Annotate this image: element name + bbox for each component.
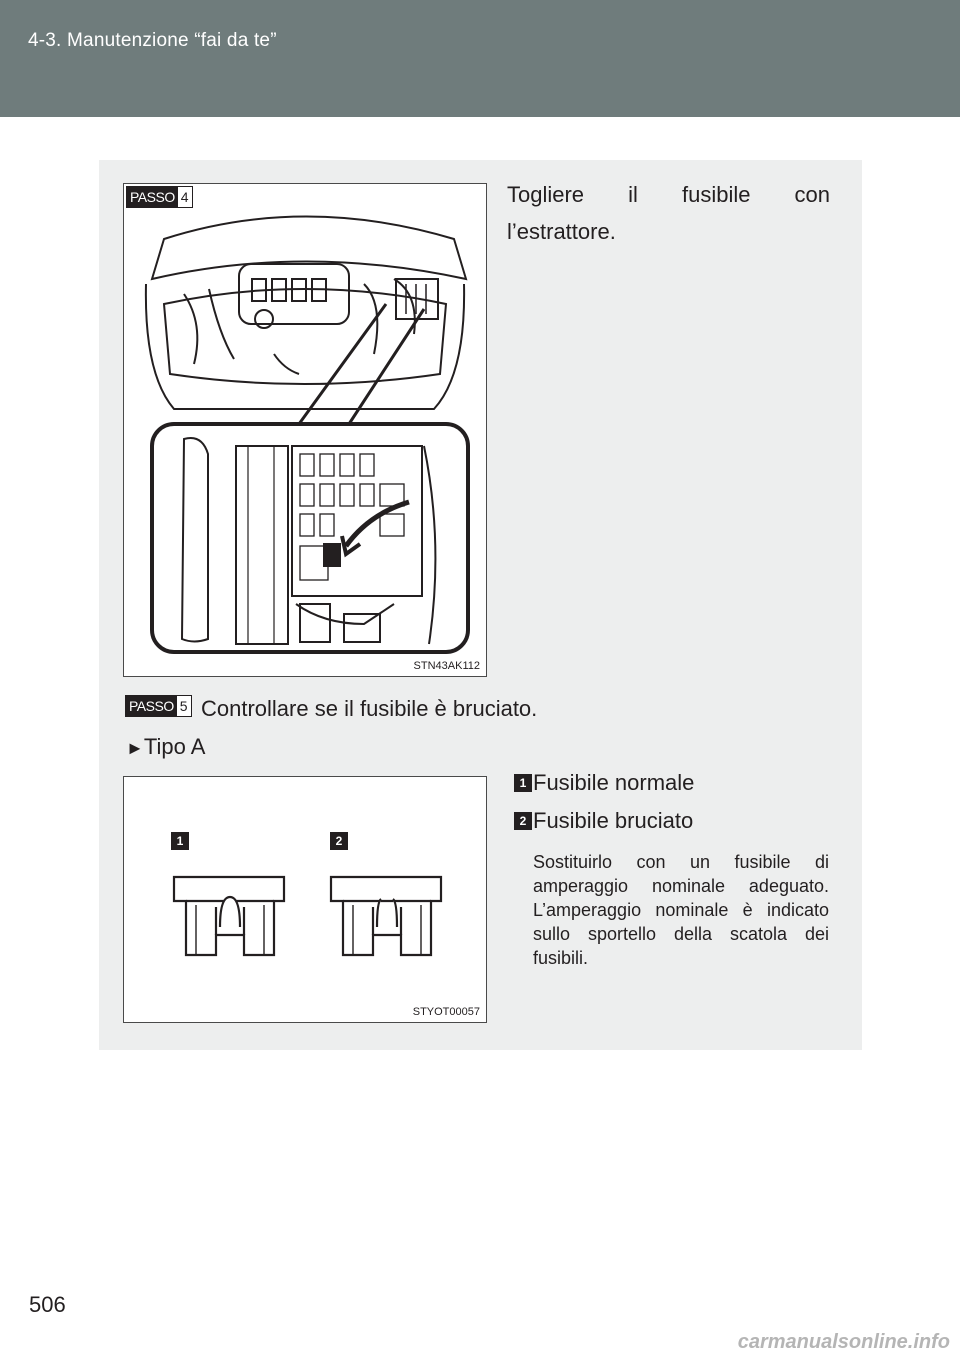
legend-text-2: Fusibile bruciato xyxy=(533,808,694,833)
step-label: PASSO xyxy=(126,696,177,716)
page-header xyxy=(0,0,960,117)
step-5-instruction: Controllare se il fusibile è bruciato. xyxy=(201,696,538,721)
type-label: Tipo A xyxy=(143,734,206,759)
step-number: 4 xyxy=(180,189,189,205)
page-number: 506 xyxy=(29,1292,66,1317)
fuse-comparison-figure xyxy=(123,776,487,1023)
step-4-instruction: Togliere il fusibile con l’estrattore. xyxy=(507,182,830,244)
figure-code: STYOT00057 xyxy=(412,1006,480,1018)
replacement-note: Sostituirlo con un fusibile di amperaggio nominale adeguato. L’amperaggio nominale è indicato sullo sportello della scatola dei fusibili. xyxy=(533,852,829,968)
watermark: carmanualsonline.info xyxy=(737,1331,950,1353)
figure-code: STN43AK112 xyxy=(413,660,480,672)
type-line xyxy=(126,728,205,767)
engine-bay-illustration xyxy=(124,184,486,676)
figure-label-2: 2 xyxy=(330,832,348,850)
step-5-badge xyxy=(125,695,192,717)
figure-label-1: 1 xyxy=(171,832,189,850)
legend-badge-2: 2 xyxy=(514,812,532,830)
step-label: PASSO xyxy=(127,187,178,207)
engine-fuse-box-figure xyxy=(123,183,487,677)
section-title: 4-3. Manutenzione “fai da te” xyxy=(28,30,277,51)
content-panel xyxy=(99,160,862,1050)
legend-text-1: Fusibile normale xyxy=(533,770,695,795)
fuse-illustration xyxy=(124,777,486,1022)
step-number: 5 xyxy=(179,698,188,714)
arrow-icon: ► xyxy=(126,738,144,758)
legend-badge-1: 1 xyxy=(514,774,532,792)
